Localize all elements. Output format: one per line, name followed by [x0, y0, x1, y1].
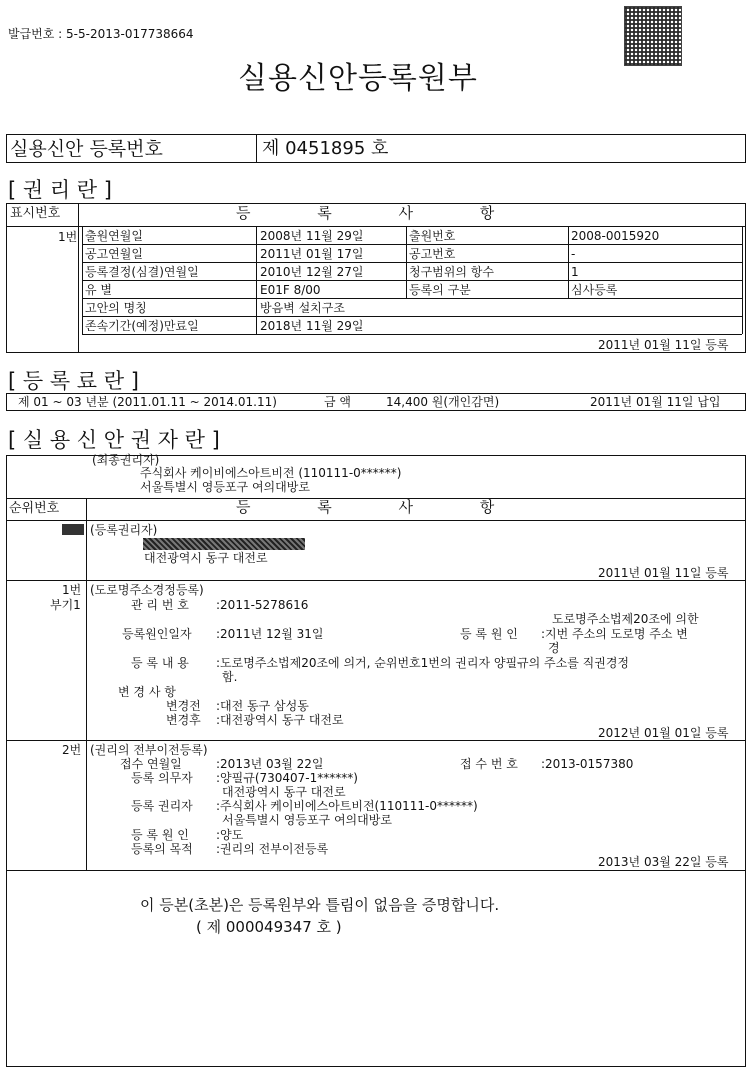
publication-date-label: 공고연월일 [85, 247, 143, 261]
entry2-label: (권리의 전부이전등록) [90, 743, 208, 757]
entry1-label: (도로명주소경정등록) [90, 583, 204, 597]
claims-count-value: 1 [571, 265, 579, 279]
entry2-date: 2013년 03월 22일 등록 [598, 855, 729, 869]
holder-col-number: 순위번호 [9, 501, 60, 516]
classification-label: 유 별 [85, 283, 112, 297]
entry0-label: (등록권리자) [90, 523, 158, 537]
entry0-date: 2011년 01월 11일 등록 [598, 566, 729, 580]
publication-number-value: - [571, 247, 576, 261]
entry2-recv-date-label: 접수 연월일 [120, 757, 182, 771]
final-holder-name: 주식회사 케이비에스아트비전 (110111-0******) [140, 466, 402, 480]
holder-section-title: [ 실 용 신 안 권 자 란 ] [8, 428, 220, 452]
entry1-cause-date-value: :2011년 12월 31일 [216, 627, 324, 641]
certification-number: ( 제 000049347 호 ) [196, 918, 342, 936]
entry2-recv-date-value: :2013년 03월 22일 [216, 757, 324, 771]
fee-period: 제 01 ~ 03 년분 (2011.01.11 ~ 2014.01.11) [18, 395, 277, 409]
entry1-after-label: 변경후 [166, 713, 201, 727]
entry2-obligor-value: :양필규(730407-1******) [216, 771, 358, 785]
application-number-label: 출원번호 [409, 229, 456, 243]
publication-date-value: 2011년 01월 17일 [260, 247, 364, 261]
decision-date-label: 등록결정(심결)연월일 [85, 265, 199, 279]
entry2-obligor-address: 대전광역시 동구 대전로 [222, 785, 346, 799]
redacted-holder-name [143, 538, 305, 550]
decision-date-value: 2010년 12월 27일 [260, 265, 364, 279]
rights-entry-number: 1번 [58, 230, 78, 244]
publication-number-label: 공고번호 [409, 247, 456, 261]
entry1-cause-label: 등 록 원 인 [460, 627, 518, 641]
device-name-label: 고안의 명칭 [85, 301, 147, 315]
certification-text: 이 등본(초본)은 등록원부와 틀림이 없음을 증명합니다. [140, 896, 500, 914]
entry1-mgmt-label: 관 리 번 호 [131, 598, 189, 612]
entry1-before-value: :대전 동구 삼성동 [216, 699, 309, 713]
entry1-content-line2: 함. [222, 670, 238, 684]
entry1-cause-line3: 경 [548, 641, 560, 655]
rights-section-title: [ 권 리 란 ] [8, 178, 112, 202]
entry1-content-line1: :도로명주소법제20조에 의거, 순위번호1번의 권리자 양필규의 주소를 직권경정 [216, 656, 630, 670]
qr-code-icon [624, 6, 682, 66]
holder-table [6, 455, 746, 1067]
entry1-before-label: 변경전 [166, 699, 201, 713]
classification-value: E01F 8/00 [260, 283, 321, 297]
fee-section-title: [ 등 록 료 란 ] [8, 369, 139, 393]
entry1-cause-date-label: 등록원인일자 [122, 627, 192, 641]
entry1-cause-line1: 도로명주소법제20조에 의한 [552, 612, 699, 626]
entry1-after-value: :대전광역시 동구 대전로 [216, 713, 344, 727]
rights-registration-date: 2011년 01월 11일 등록 [598, 338, 729, 352]
entry2-number: 2번 [62, 743, 82, 757]
fee-amount-label: 금 액 [324, 395, 351, 409]
entry1-change-label: 변 경 사 항 [118, 685, 176, 699]
entry2-holder-value: :주식회사 케이비에스아트비전(110111-0******) [216, 799, 478, 813]
document-title: 실용신안등록원부 [238, 61, 478, 96]
registration-number-label: 실용신안 등록번호 [10, 138, 163, 160]
issue-number: 발급번호 : 5-5-2013-017738664 [8, 27, 194, 41]
entry2-recv-no-value: :2013-0157380 [541, 757, 634, 771]
expiry-date-label: 존속기간(예정)만료일 [85, 319, 199, 333]
registration-type-value: 심사등록 [571, 283, 618, 297]
entry1-number: 1번 [62, 583, 82, 597]
device-name-value: 방음벽 설치구조 [260, 301, 345, 315]
entry2-recv-no-label: 접 수 번 호 [460, 757, 518, 771]
fee-paid-date: 2011년 01월 11일 납입 [590, 395, 721, 409]
entry2-purpose-label: 등록의 목적 [131, 842, 193, 856]
final-holder-address: 서울특별시 영등포구 여의대방로 [140, 480, 310, 494]
entry1-mgmt-value: :2011-5278616 [216, 598, 309, 612]
redacted-rank-mark [62, 524, 84, 535]
entry1-cause-line2: :지번 주소의 도로명 주소 변 [541, 627, 688, 641]
registration-type-label: 등록의 구분 [409, 283, 471, 297]
application-number-value: 2008-0015920 [571, 229, 660, 243]
filing-date-value: 2008년 11월 29일 [260, 229, 364, 243]
registration-number-value: 제 0451895 호 [262, 138, 389, 159]
entry2-holder-label: 등록 권리자 [131, 799, 193, 813]
entry2-holder-address: 서울특별시 영등포구 여의대방로 [222, 813, 392, 827]
entry2-cause-label: 등 록 원 인 [131, 828, 189, 842]
claims-count-label: 청구범위의 항수 [409, 265, 494, 279]
filing-date-label: 출원연월일 [85, 229, 143, 243]
rights-col-matters: 등 록 사 항 [236, 204, 495, 222]
holder-col-matters: 등 록 사 항 [236, 498, 495, 516]
entry2-purpose-value: :권리의 전부이전등록 [216, 842, 329, 856]
entry2-obligor-label: 등록 의무자 [131, 771, 193, 785]
entry1-date: 2012년 01월 01일 등록 [598, 726, 729, 740]
final-holder-label: (최종권리자) [92, 453, 160, 467]
entry1-sub-number: 부기1 [50, 598, 81, 612]
entry2-cause-value: :양도 [216, 828, 244, 842]
expiry-date-value: 2018년 11월 29일 [260, 319, 364, 333]
entry1-content-label: 등 록 내 용 [131, 656, 189, 670]
rights-col-number: 표시번호 [10, 206, 61, 221]
entry0-address: 대전광역시 동구 대전로 [144, 551, 268, 565]
fee-amount-value: 14,400 원(개인감면) [386, 395, 500, 409]
